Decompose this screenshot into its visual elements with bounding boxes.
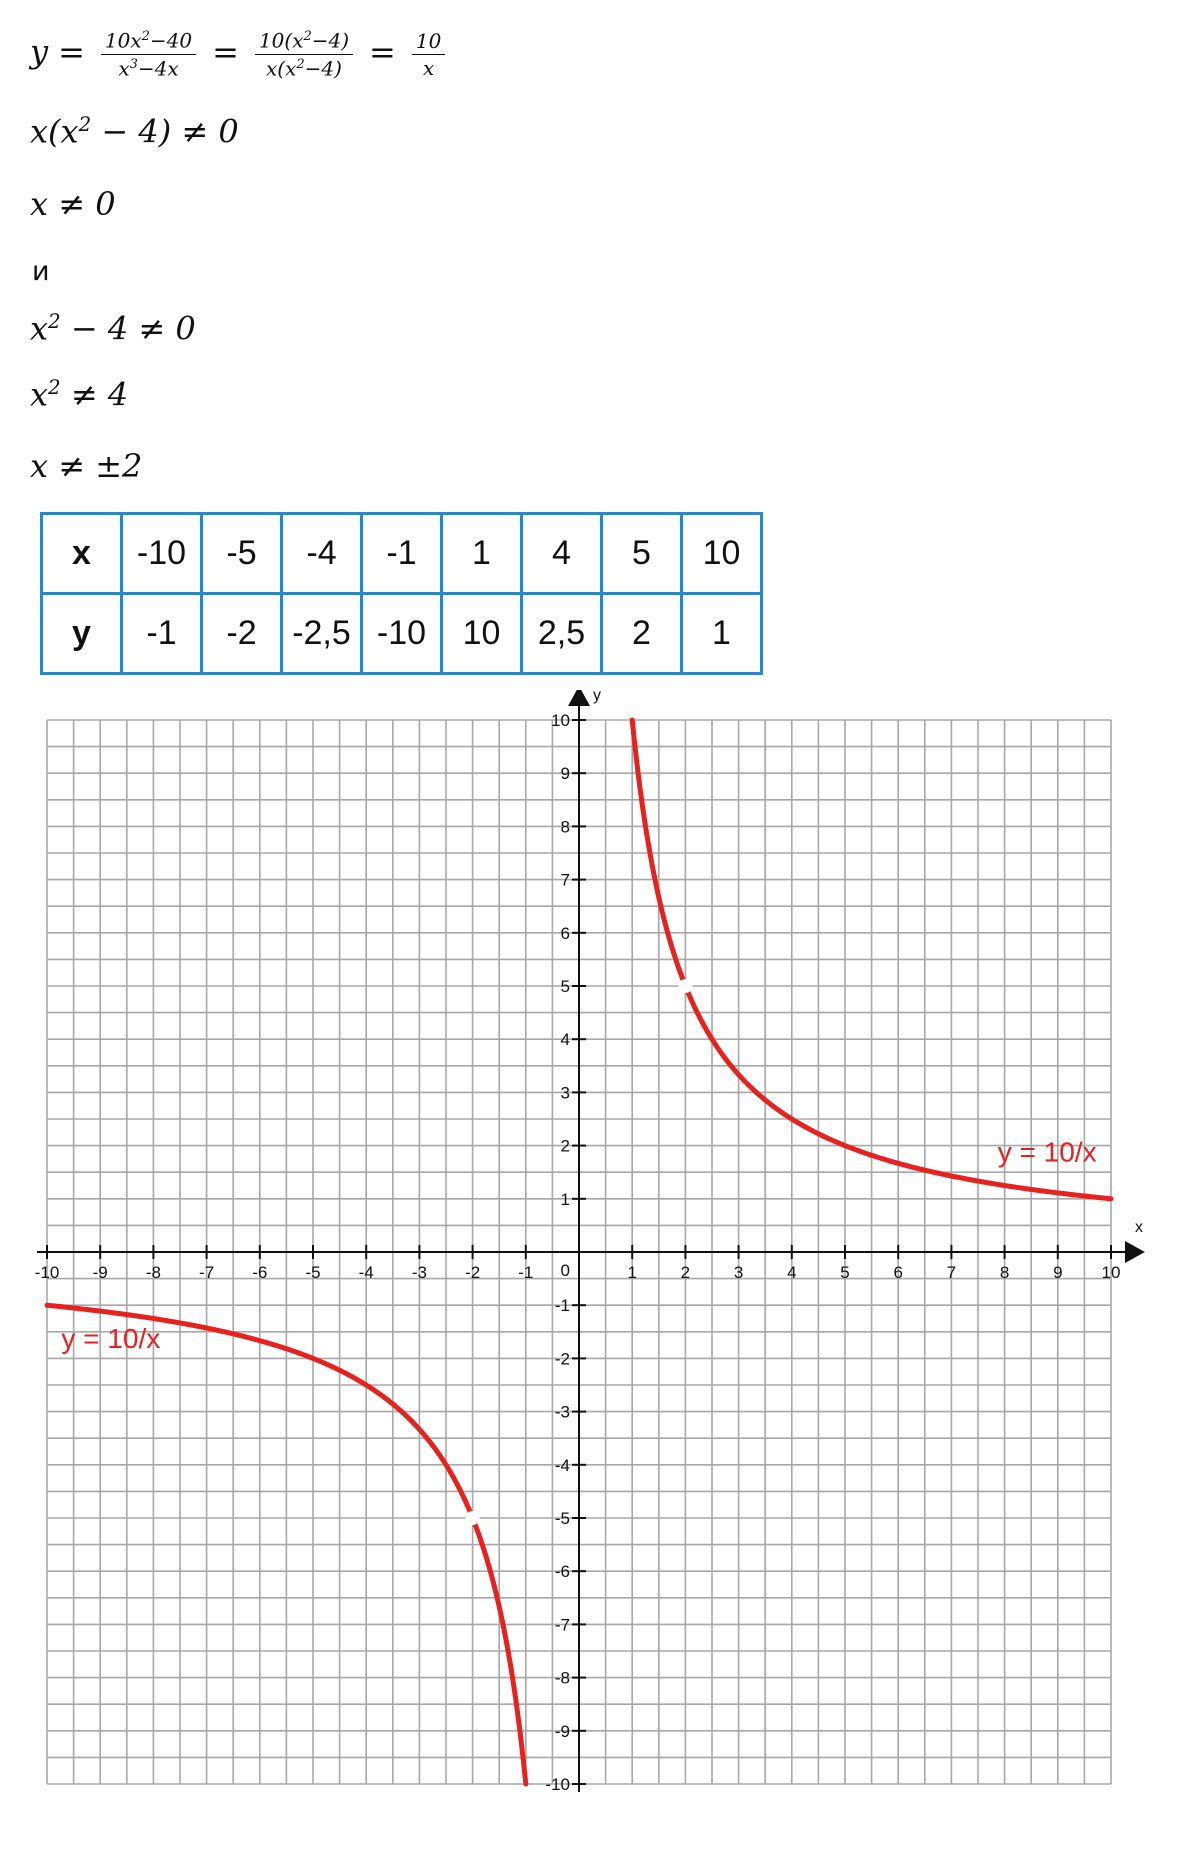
table-header-x: x [42, 514, 122, 594]
y-tick-label: -5 [554, 1509, 570, 1528]
equation-line-1: y = $\frac{10x^2-40}{x^3-4x}$ = $\frac{10(x^2-4)}{x(x^2-4)}$ = $\frac{10}{x}$ [30, 30, 451, 78]
x-tick-label: 10 [1101, 1263, 1121, 1282]
x-tick-label: 1 [627, 1263, 637, 1282]
y-axis-arrow [568, 690, 590, 706]
table-cell: -10 [362, 594, 442, 674]
fraction-3: $\frac{10}{x}$ [412, 31, 445, 78]
equation-line-2: $x(x^2 - 4) \ne 0$ [30, 112, 239, 151]
y-tick-label: 7 [560, 870, 570, 890]
excluded-point [466, 1511, 480, 1525]
table-cell: -2,5 [282, 594, 362, 674]
x-tick-label: 5 [840, 1263, 850, 1282]
excluded-point [678, 979, 692, 993]
value-table [40, 512, 763, 675]
y-tick-label: -2 [554, 1349, 570, 1369]
table-row-x [42, 514, 762, 594]
table-header-y: y [42, 594, 122, 674]
table-cell: 2 [602, 594, 682, 674]
x-tick-label: 3 [733, 1263, 744, 1282]
table-cell: 1 [442, 514, 522, 594]
x-tick-label: 6 [893, 1263, 903, 1282]
y-tick-label: 10 [551, 711, 570, 730]
labels [35, 690, 1143, 1794]
y-tick-label: 6 [560, 923, 570, 943]
x-tick-label: -2 [465, 1263, 481, 1282]
y-axis-label: y [593, 690, 601, 704]
conjunction-text: и [32, 256, 50, 287]
y-tick-label: 8 [560, 817, 570, 837]
equation-line-5: $x^2 \ne 4$ [30, 375, 129, 414]
table-cell: -1 [362, 514, 442, 594]
y-tick-label: -1 [554, 1296, 570, 1316]
x-tick-label: -3 [411, 1263, 427, 1282]
fraction-1: $\frac{10x^2-40}{x^3-4x}$ [101, 30, 196, 78]
table-row-y [42, 594, 762, 674]
x-tick-label: -6 [252, 1263, 268, 1282]
y-tick-label: -3 [554, 1402, 570, 1422]
table-cell: 5 [602, 514, 682, 594]
table-cell: 1 [682, 594, 762, 674]
table-cell: -4 [282, 514, 362, 594]
equation-line-6: x ≠ ±2 [30, 447, 143, 485]
x-tick-label: -4 [358, 1263, 374, 1282]
y-tick-label: -8 [554, 1668, 570, 1688]
y-tick-label: -9 [554, 1721, 570, 1741]
x-tick-label: 9 [1053, 1263, 1063, 1282]
y-tick-label: -4 [554, 1455, 570, 1475]
table-cell: -5 [202, 514, 282, 594]
equation-line-4: $x^2 - 4 \ne 0$ [30, 309, 196, 348]
y-tick-label: 2 [560, 1136, 570, 1156]
fraction-2: $\frac{10(x^2-4)}{x(x^2-4)}$ [255, 30, 353, 78]
y-tick-label: 5 [560, 977, 570, 996]
table-cell: 10 [682, 514, 762, 594]
curve-label: y = 10/x [61, 1322, 161, 1354]
equation-line-3: x ≠ 0 [30, 185, 116, 223]
eq1-lhs: y [30, 32, 49, 71]
origin-label: 0 [560, 1261, 570, 1280]
x-tick-label: -5 [305, 1263, 321, 1282]
curve-label: y = 10/x [997, 1136, 1097, 1168]
y-tick-label: 4 [560, 1030, 570, 1050]
y-tick-label: -10 [545, 1775, 570, 1794]
table-cell: -1 [122, 594, 202, 674]
y-tick-label: -6 [554, 1562, 570, 1582]
x-axis-arrow [1125, 1241, 1145, 1263]
table-cell: -2 [202, 594, 282, 674]
x-tick-label: 7 [946, 1263, 957, 1282]
y-tick-label: 3 [560, 1083, 570, 1103]
x-tick-label: -9 [92, 1263, 108, 1282]
x-tick-label: -1 [518, 1263, 534, 1282]
y-tick-label: -7 [554, 1615, 570, 1635]
table-cell: 4 [522, 514, 602, 594]
x-tick-label: -10 [34, 1263, 60, 1282]
x-tick-label: 2 [680, 1263, 691, 1282]
x-tick-label: 4 [787, 1263, 797, 1282]
x-tick-label: -7 [199, 1263, 215, 1282]
table-cell: -10 [122, 514, 202, 594]
function-graph [0, 690, 1204, 1868]
y-tick-label: 1 [560, 1189, 570, 1209]
x-tick-label: 8 [999, 1263, 1010, 1282]
table-cell: 2,5 [522, 594, 602, 674]
x-axis-label: x [1135, 1219, 1143, 1236]
y-tick-label: 9 [560, 764, 570, 784]
table-cell: 10 [442, 594, 522, 674]
x-tick-label: -8 [145, 1263, 161, 1282]
